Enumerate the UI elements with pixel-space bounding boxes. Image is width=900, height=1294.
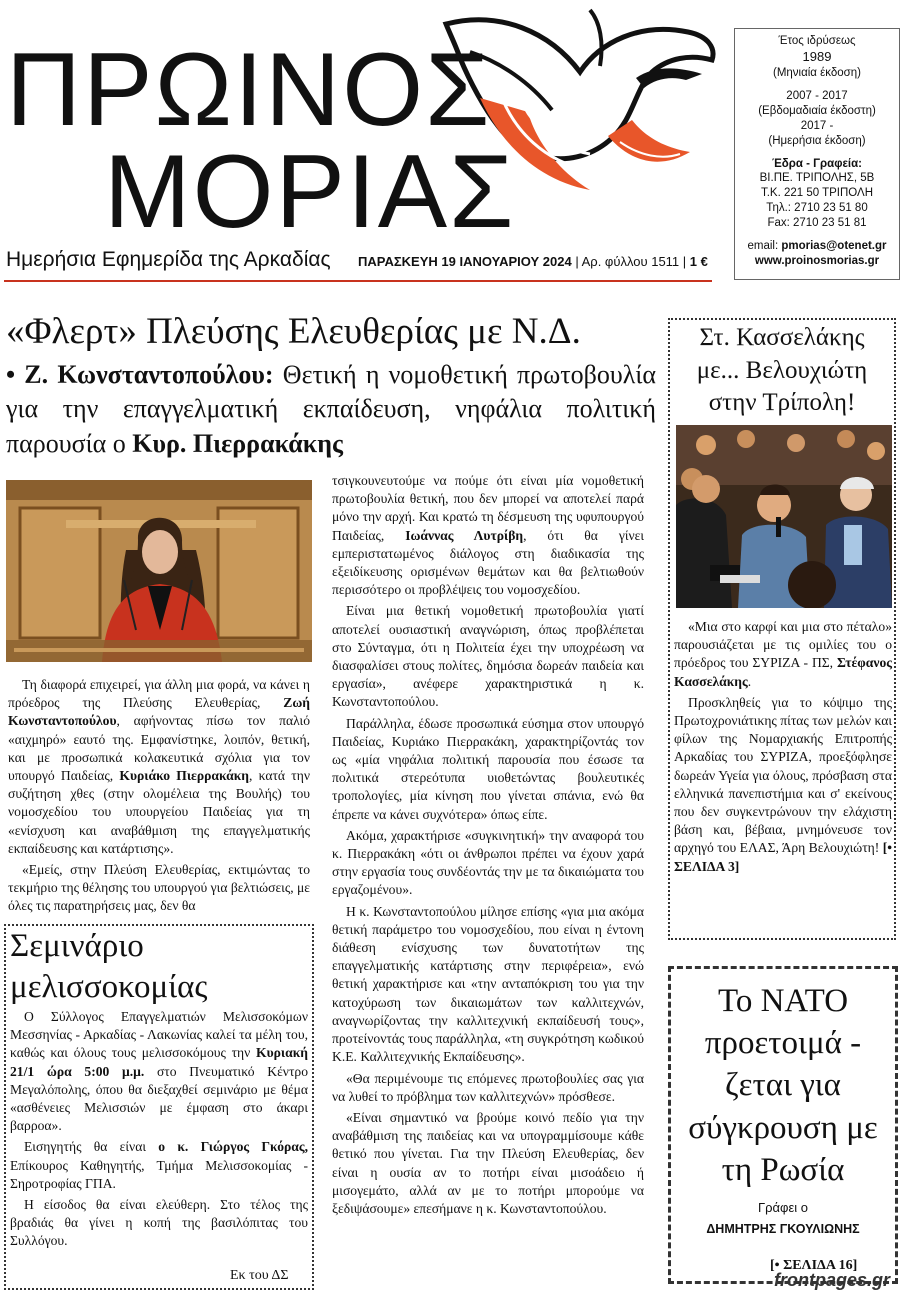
- lead-paragraph: Τη διαφορά επιχειρεί, για άλλη μια φορά, να κάνει η πρόεδρος της Πλεύσης Ελευθερίας, Ζωή Κωνσταντοπούλου, αφήνοντας πίσω τον παλιό «αιχμηρό» εαυτό της. Εμφανίστηκε, λοιπόν, θετική, και με προσωπικά κολακευτικά σχόλια για τον υπουργό Παιδείας, Κυριάκο Πιερρακάκη, κατά την συζήτηση χθες (στην ολομέλεια της Βουλής) του νομοσχεδίου του υπουργείου Παιδείας για τη «ενίσχυση και αναβάθμιση της επαγγελματικής εκπαίδευσης και κατάρτισης».: [8, 677, 310, 856]
- konstantopoulou-photo: [6, 480, 312, 662]
- fax: Fax: 2710 23 51 81: [767, 217, 867, 230]
- lead-paragraph: «Εμείς, στην Πλεύση Ελευθερίας, εκτιμώντας το τεκμήριο της θέλησης του υπουργού για βελτιώσεις, με όλες τις παρατηρήσεις μας, δεν θα: [8, 862, 310, 914]
- seminar-text: [10, 1008, 308, 1254]
- issue-price: 1 €: [689, 254, 708, 269]
- lead-subheadline: [6, 358, 656, 461]
- founded-label: Έτος ιδρύσεως: [778, 35, 856, 47]
- daily-years: 2017 -: [800, 119, 834, 132]
- lead-paragraph: Παράλληλα, έδωσε προσωπικά εύσημα στον υπουργό Παιδείας, Κυριάκο Πιερρακάκη, χαρακτηρίζοντάς τον ως «μία νηφάλια πολιτική παρουσία που έσωσε τα πολιτικά στερεότυπα υιοθετώντας βουλευτικές τροπολογίες, μία κίνηση που γίνεται σπάνια, ενώ θα έπρεπε να κάνει συχνότερα» όπως είπε.: [332, 715, 644, 822]
- page-reference[interactable]: [• ΣΕΛΙΔΑ 3]: [674, 840, 893, 874]
- address-line1: ΒΙ.ΠΕ. ΤΡΙΠΟΛΗΣ, 5Β: [759, 172, 875, 185]
- lead-column-1: [8, 676, 310, 919]
- nato-byline: [676, 1198, 890, 1239]
- masthead-title-line1: ΠΡΩΙΝΟΣ: [6, 32, 492, 148]
- dateline-separator: |: [679, 254, 690, 269]
- website-link[interactable]: www.proinosmorias.gr: [754, 255, 880, 268]
- lead-paragraph: Ακόμα, χαρακτήρισε «συγκινητική» την αναφορά του κ. Πιερρακάκη «ότι οι άνθρωποι πρέπει να έχουν χαρά στην εργασία τους συνδέοντάς την με τα δικαιώματα του εργαζομένου».: [332, 827, 644, 898]
- lead-paragraph: τσιγκουνευτούμε να πούμε ότι είναι μία νομοθετική πρωτοβουλία θετική, που δεν μπορεί να αποτελεί παρά μόνο την αρχή. Και κρατώ τη δέσμευση της υφυπουργού Παιδείας, Ιωάννας Λυτρίβη, ότι θα γίνει εμπεριστατωμένος διάλογος στη διαδικασία της εξειδίκευσης ορισμένων θεμάτων και θα βελτιωθούν περισσότερο οι προβλέψεις του νομοσχεδίου.: [332, 473, 645, 598]
- monthly-edition: (Μηνιαία έκδοση): [772, 66, 861, 79]
- lead-sub-text: Θετική η νομοθετική πρωτοβουλία για την επαγγελματική εκπαίδευση, νηφάλια πολιτική παρουσία ο: [6, 360, 656, 458]
- issue-date: ΠΑΡΑΣΚΕΥΗ 19 ΙΑΝΟΥΑΡΙΟΥ 2024: [358, 254, 572, 269]
- watermark: frontpages.gr: [774, 1270, 891, 1290]
- side-paragraph: «Μια στο καρφί και μια στο πέταλο» παρουσιάζεται με τις ομιλίες του ο πρόεδρος του ΣΥΡΙΖΑ - ΠΣ, Στέφανος Κασσελάκης.: [674, 619, 892, 689]
- masthead-subtitle: Ημερήσια Εφημερίδα της Αρκαδίας: [6, 248, 331, 271]
- lead-paragraph: Είναι μια θετική νομοθετική πρωτοβουλία γιατί αποτελεί ουσιαστική αναγνώριση, όπως προβλέπεται στο Σύνταγμα, ότι η Πολιτεία έχει την υποχρέωση να διασφαλίσει στους πολίτες, δημόσια δωρεάν παιδεία και εργασία», ανέφερε χαρακτηριστικά η κ. Κωνσταντοπούλου.: [332, 603, 644, 710]
- side-story-text: [674, 618, 892, 879]
- side-paragraph: Προσκληθείς για το κόψιμο της Πρωτοχρονιάτικης πίτας των μελών και φίλων της Νομαρχιακής Επιτροπής Αρκαδίας του ΣΥΡΙΖΑ, προεξόφλησε δωρεάν Υγεία για όλους, πρόσβαση στα ελληνικά πανεπιστήμια και σ' εκείνους που δεν συγκεντρώνουν την ελάχιστη βάση και, βέβαια, μνημόνευσε τον αρχηγό του ΕΛΑΣ, Άρη Βελουχιώτη! [• ΣΕΛΙΔΑ 3]: [674, 694, 893, 874]
- seminar-signature: Εκ του ΔΣ: [230, 1268, 289, 1283]
- email-link[interactable]: pmorias@otenet.gr: [781, 240, 887, 253]
- seminar-headline: Σεμινάριο μελισσοκομίας: [10, 928, 208, 1006]
- masthead-title-line2: ΜΟΡΙΑΣ: [104, 134, 516, 250]
- email-line: [735, 239, 899, 254]
- publisher-info-box: [734, 28, 900, 280]
- address-line2: Τ.Κ. 221 50 ΤΡΙΠΟΛΗ: [760, 187, 874, 200]
- weekly-years: 2007 - 2017: [786, 89, 848, 102]
- seminar-paragraph: Ο Σύλλογος Επαγγελματιών Μελισσοκόμων Μεσσηνίας - Αρκαδίας - Λακωνίας καλεί τα μέλη του, καθώς και όλους τους μελισσοκόμους την Κυριακή 21/1 ώρα 5:00 μ.μ. στο Πνευματικό Κέντρο Μεγαλόπολης, όπου θα διεξαχθεί σεμινάριο με θέμα «ασθένειες Μελισσιών με έμφαση στο άκαρι βαρροα».: [10, 1009, 308, 1134]
- dateline: [358, 254, 708, 269]
- dove-logo-icon: [440, 2, 720, 202]
- lead-paragraph: Η κ. Κωνσταντοπούλου μίλησε επίσης «για μια ακόμα θετική παράμετρο του νομοσχεδίου, που είναι η έντονη διάθεση ενίσχυσης των δυνατοτήτων της επαγγελματικής κατάρτισης στην περιφέρεια», ενώ θετική χαρακτήρισε και «την ανταπόκριση του για την κατοχύρωση των δικαιωμάτων των καλλιτεχνών, αναγνωρίζοντας την καλλιτεχνική εκπαίδευσή τους», προτείνοντάς τους παράλληλα, «τη συγκρότηση κωδικού Κ.Ε. Καλλιτεχνικής Εκπαίδευσης».: [332, 903, 644, 1065]
- side-headline: Στ. Κασσελάκης με... Βελουχιώτη στην Τρίπολη!: [696, 324, 868, 416]
- lead-sub-bold2: Κυρ. Πιερρακάκης: [132, 428, 343, 458]
- lead-sub-bold: • Ζ. Κωνσταντοπούλου:: [6, 360, 274, 389]
- seminar-paragraph: Η είσοδος θα είναι ελεύθερη. Στο τέλος της βραδιάς θα γίνει η κοπή της βασιλόπιτας του Συλλόγου.: [10, 1197, 308, 1249]
- nato-page-reference[interactable]: [• ΣΕΛΙΔΑ 16]: [770, 1258, 858, 1273]
- phone: Τηλ.: 2710 23 51 80: [766, 202, 868, 215]
- author-name: ΔΗΜΗΤΡΗΣ ΓΚΟΥΛΙΩΝΗΣ: [706, 1221, 860, 1236]
- weekly-edition: (Εβδομαδιαία έκδοστη): [758, 104, 876, 117]
- founded-year: 1989: [802, 48, 832, 64]
- lead-headline: «Φλερτ» Πλεύσης Ελευθερίας με Ν.Δ.: [6, 311, 581, 352]
- lead-paragraph: «Θα περιμένουμε τις επόμενες πρωτοβουλίες σας για να λυθεί το πρόβλημα των καλλιτεχνών» πρόσθεσε.: [332, 1070, 644, 1104]
- email-label: email:: [747, 240, 782, 253]
- nato-headline: Το ΝΑΤΟ προετοιμά - ζεται για σύγκρουση με τη Ρωσία: [688, 983, 878, 1188]
- issue-number: Αρ. φύλλου 1511: [581, 254, 680, 269]
- kasselakis-photo: [676, 425, 892, 608]
- office-label: Έδρα - Γραφεία:: [771, 157, 863, 170]
- lead-column-2: [332, 472, 644, 1221]
- daily-edition: (Ημερήσια έκδοση): [768, 134, 866, 147]
- byline-label: Γράφει ο: [757, 1200, 809, 1215]
- lead-paragraph: «Είναι σημαντικό να βρούμε κοινό πεδίο για την αναβάθμιση της παιδείας και να υπογραμμίσουμε κάθε θετικό που γίνεται. Για την Πλεύση Ελευθερίας, δεν είναι η ουσία αν το ποτήρι είναι μισοάδειο ή μισογεμάτο, αλλά αν με το ποτήρι μπορούμε να ξεδιψάσουμε» επεσήμανε η κ. Κωνσταντοπούλου.: [332, 1109, 644, 1216]
- masthead-divider: [4, 280, 712, 282]
- dateline-separator: |: [571, 254, 582, 269]
- seminar-paragraph: Εισηγητής θα είναι ο κ. Γιώργος Γκόρας, Επίκουρος Καθηγητής, Τμήμα Μελισσοκομίας - Σηροτροφίας ΓΠΑ.: [10, 1139, 308, 1191]
